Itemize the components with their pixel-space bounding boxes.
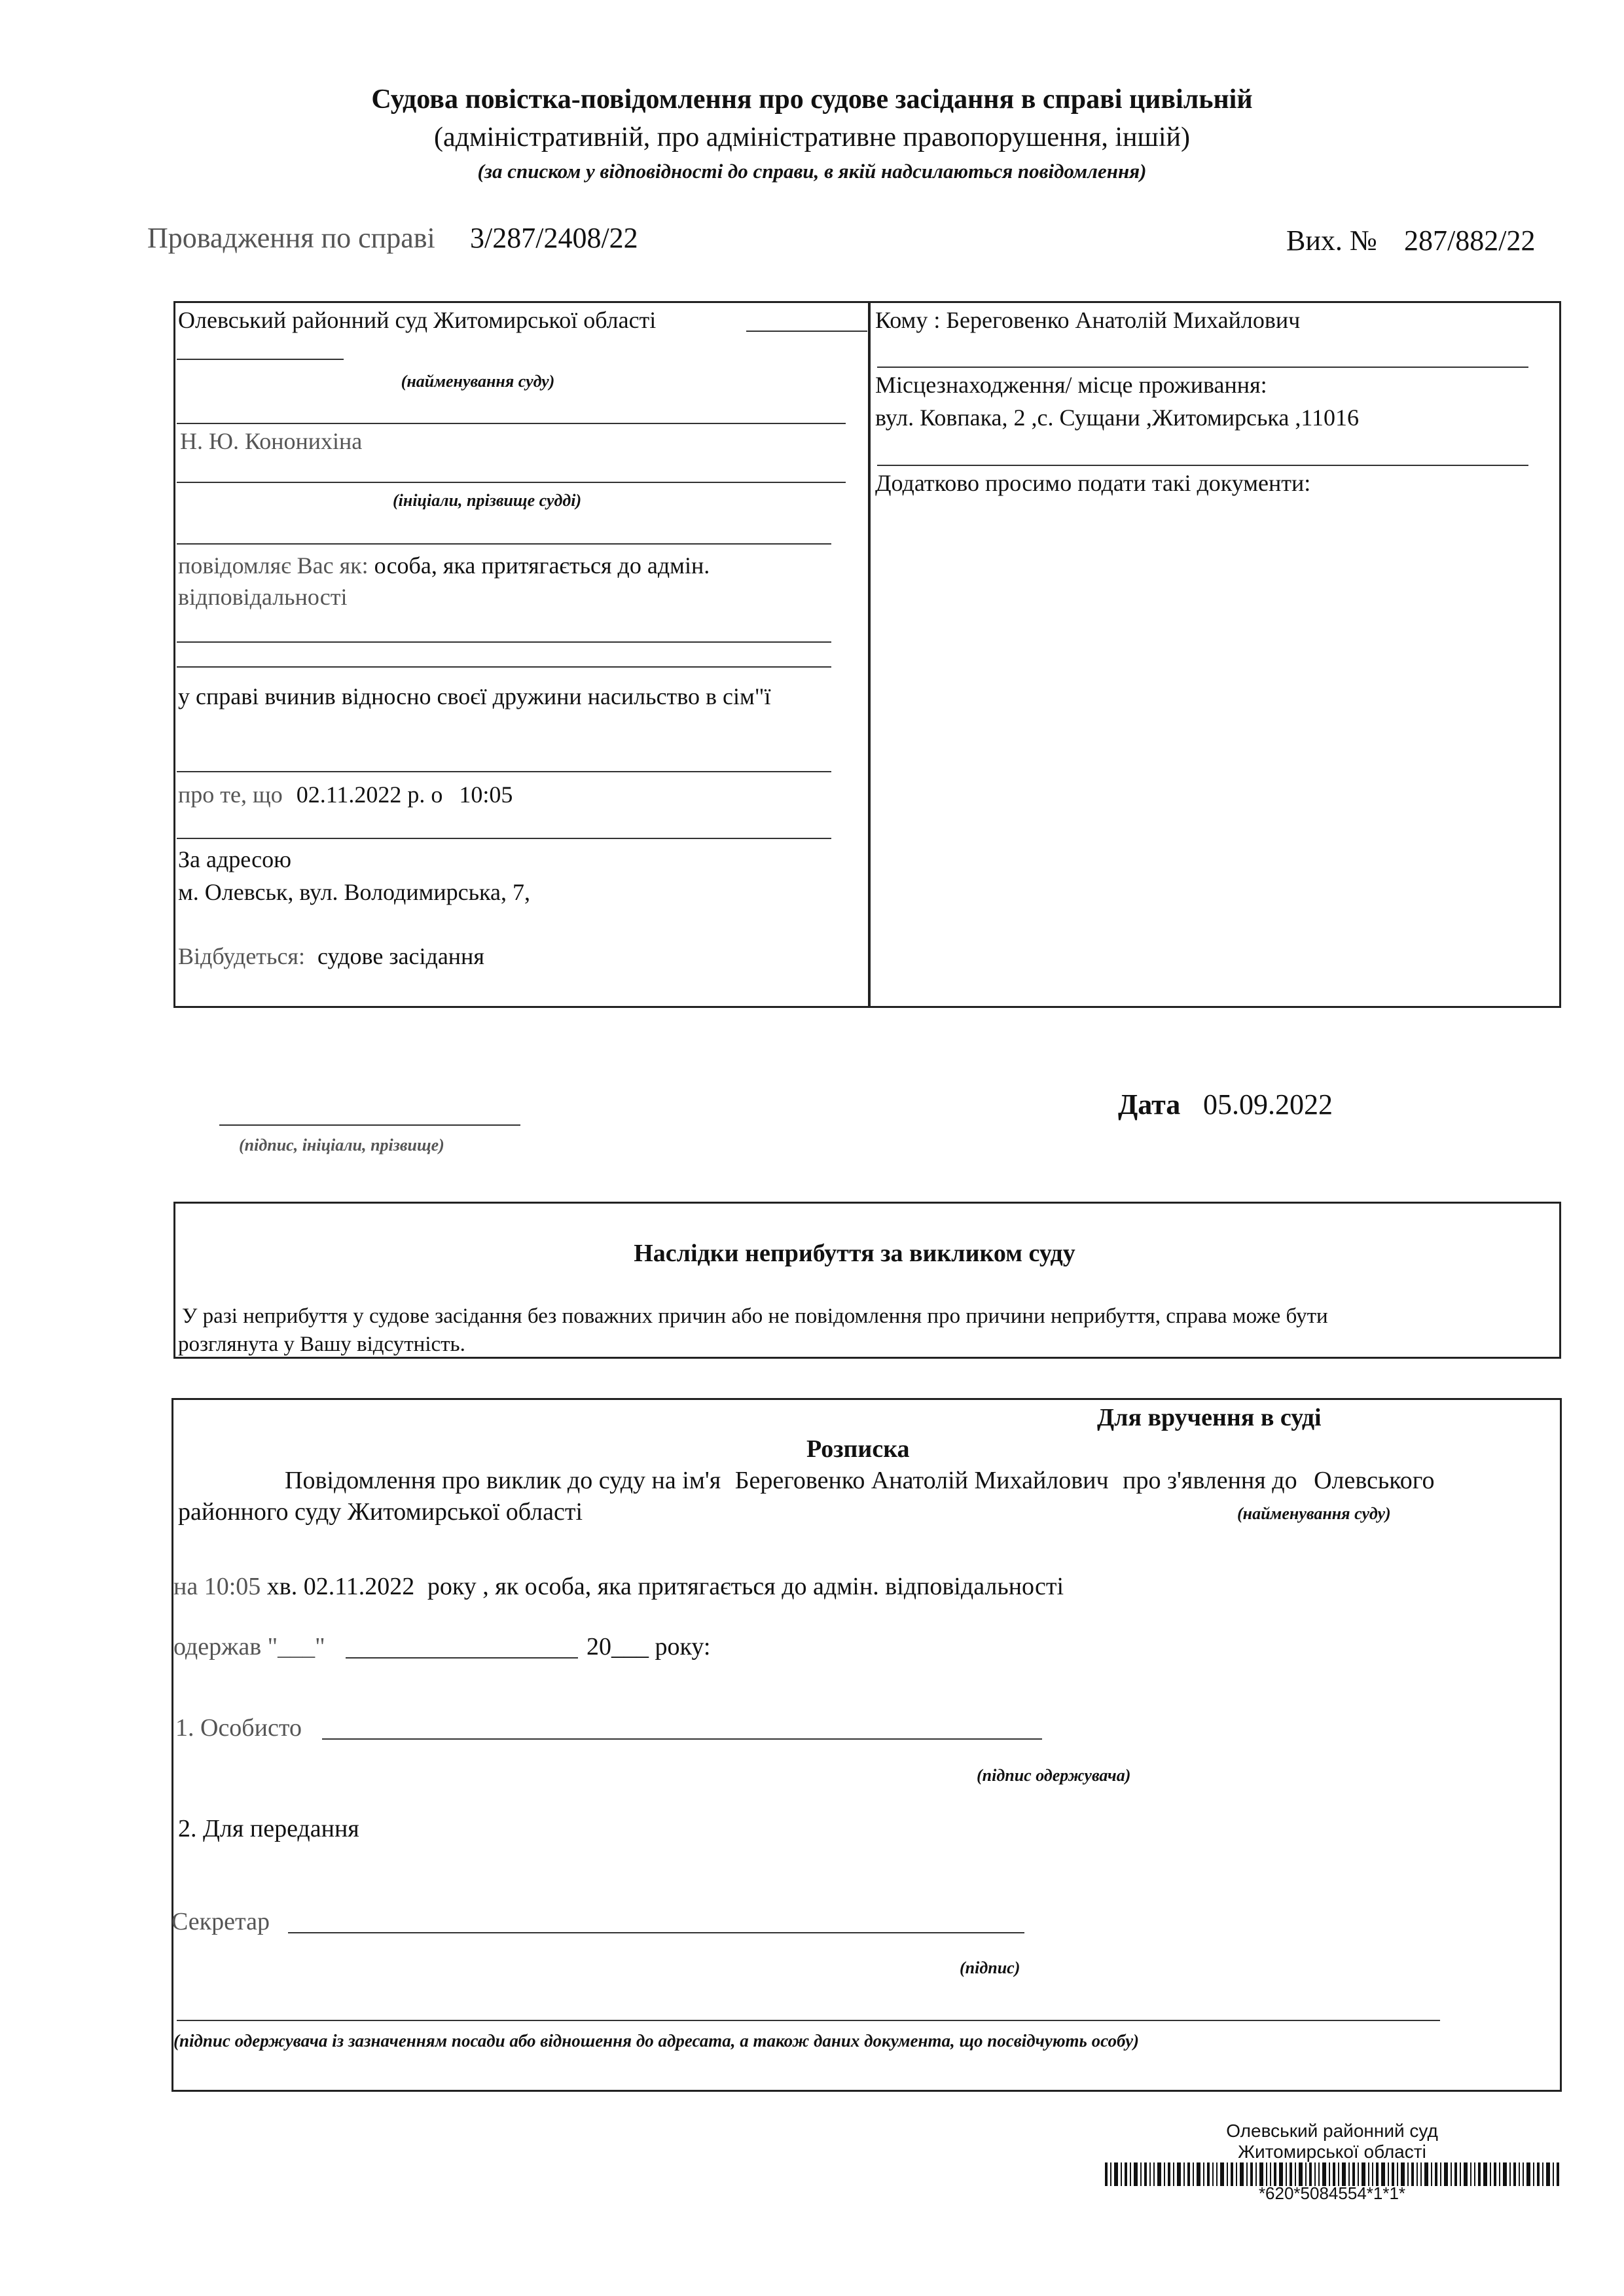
bottom-caption: (підпис одержувача із зазначенням посади або відношення до адресата, а також даних документа, що посвідчують особу) <box>173 2031 1140 2051</box>
transfer-label: 2. Для передання <box>178 1815 359 1842</box>
case-number: 3/287/2408/22 <box>470 222 638 254</box>
receipt-as-text: року , як особа, яка притягається до адмін. відповідальності <box>427 1573 1064 1600</box>
event-value: судове засідання <box>317 943 484 969</box>
receipt-time-row <box>173 1572 1064 1601</box>
stamp-line-2: Житомирської області <box>1238 2142 1426 2162</box>
court-name: Олевський районний суд Житомирської області <box>178 307 657 333</box>
document-subtitle: (адміністративній, про адміністративне правопорушення, іншій) <box>434 122 1190 152</box>
receipt-time-prefix: на <box>173 1573 198 1600</box>
hearing-datetime-row <box>178 781 513 808</box>
for-court-label: Для вручення в суді <box>1097 1404 1322 1431</box>
recipient-name: Береговенко Анатолій Михайлович <box>946 307 1301 333</box>
personal-signature-line <box>322 1738 1042 1740</box>
document-title: Судова повістка-повідомлення про судове засідання в справі цивільній <box>371 84 1253 115</box>
case-label: Провадження по справі <box>147 222 435 254</box>
judge-name: Н. Ю. Кононихіна <box>180 428 363 454</box>
event-row <box>178 942 484 970</box>
recipient-row <box>875 306 1300 334</box>
residence-line <box>877 465 1528 466</box>
secretary-caption: (підпис) <box>960 1958 1020 1977</box>
receipt-notice-text-2: про з'явлення до <box>1123 1467 1297 1494</box>
issue-date: 05.09.2022 <box>1203 1088 1333 1121</box>
notify-line-top <box>177 543 831 545</box>
court-name-line-2 <box>177 359 344 360</box>
document-note: (за списком у відповідності до справи, в якій надсилаються повідомлення) <box>477 160 1147 183</box>
address-label: За адресою <box>178 846 292 872</box>
judge-line-top <box>177 423 846 424</box>
received-row <box>173 1632 325 1661</box>
court-name-line <box>746 331 867 332</box>
hearing-line <box>177 838 831 839</box>
hearing-time: 10:05 <box>459 781 513 808</box>
outgoing-label: Вих. № <box>1286 224 1377 257</box>
residence-value: вул. Ковпака, 2 ,с. Сущани ,Житомирська ,11016 <box>875 404 1359 431</box>
receipt-title: Розписка <box>806 1435 910 1463</box>
notifies-label: повідомляє Вас як: <box>178 552 369 579</box>
notifies-value-2: відповідальності <box>178 584 348 610</box>
bottom-signature-line <box>177 2020 1440 2021</box>
barcode <box>1105 2162 1560 2186</box>
receipt-court-1: Олевського <box>1314 1467 1435 1494</box>
barcode-text: *620*5084554*1*1* <box>1258 2183 1406 2203</box>
receipt-time-mid: хв. <box>266 1573 298 1600</box>
case-description: у справі вчинив відносно своєї дружини насильство в сім"ї <box>178 683 771 709</box>
receipt-court-caption: (найменування суду) <box>1237 1504 1391 1523</box>
secretary-label: Секретар <box>171 1908 270 1935</box>
signature-line <box>219 1124 520 1126</box>
consequences-text-2: розглянута у Вашу відсутність. <box>178 1333 465 1356</box>
received-label: одержав "___" <box>173 1633 325 1660</box>
notify-line-2 <box>177 666 831 668</box>
notifies-row <box>178 552 710 579</box>
receipt-time: 10:05 <box>204 1573 261 1600</box>
documents-label: Додатково просимо подати такі документи: <box>875 470 1311 496</box>
event-label: Відбудеться: <box>178 943 305 969</box>
about-label: про те, що <box>178 781 283 808</box>
recipient-line <box>877 367 1528 368</box>
personal-caption: (підпис одержувача) <box>977 1766 1131 1785</box>
hearing-date: 02.11.2022 <box>296 781 402 808</box>
receipt-court-2: районного суду Житомирської області <box>178 1498 583 1526</box>
outgoing-number: 287/882/22 <box>1404 224 1536 257</box>
receipt-notice-text: Повідомлення про виклик до суду на ім'я <box>285 1467 721 1494</box>
court-address: м. Олевськ, вул. Володимирська, 7, <box>178 879 530 905</box>
personal-label: 1. Особисто <box>175 1714 302 1742</box>
case-description-line <box>177 771 831 772</box>
judge-line <box>177 482 846 483</box>
hearing-date-suffix: р. о <box>407 781 443 808</box>
notifies-value: особа, яка притягається до адмін. <box>374 552 710 579</box>
judge-caption: (ініціали, прізвище судді) <box>393 491 582 510</box>
receipt-date: 02.11.2022 <box>303 1573 415 1600</box>
notify-line-1 <box>177 641 831 643</box>
receipt-notice-row <box>285 1466 1434 1495</box>
recipient-label: Кому : <box>875 307 941 333</box>
date-label: Дата <box>1118 1088 1181 1121</box>
residence-label: Місцезнаходження/ місце проживання: <box>875 372 1267 398</box>
received-year: 20___ року: <box>586 1633 711 1660</box>
court-caption: (найменування суду) <box>401 372 555 391</box>
consequences-title: Наслідки неприбуття за викликом суду <box>634 1240 1075 1267</box>
stamp-line-1: Олевський районний суд <box>1226 2121 1438 2141</box>
signature-caption: (підпис, ініціали, прізвище) <box>239 1136 444 1155</box>
consequences-text: У разі неприбуття у судове засідання без поважних причин або не повідомлення про причини неприбуття, справа може бути <box>182 1304 1328 1328</box>
received-date-line <box>346 1657 578 1659</box>
receipt-recipient: Береговенко Анатолій Михайлович <box>734 1467 1109 1494</box>
secretary-signature-line <box>288 1932 1024 1933</box>
